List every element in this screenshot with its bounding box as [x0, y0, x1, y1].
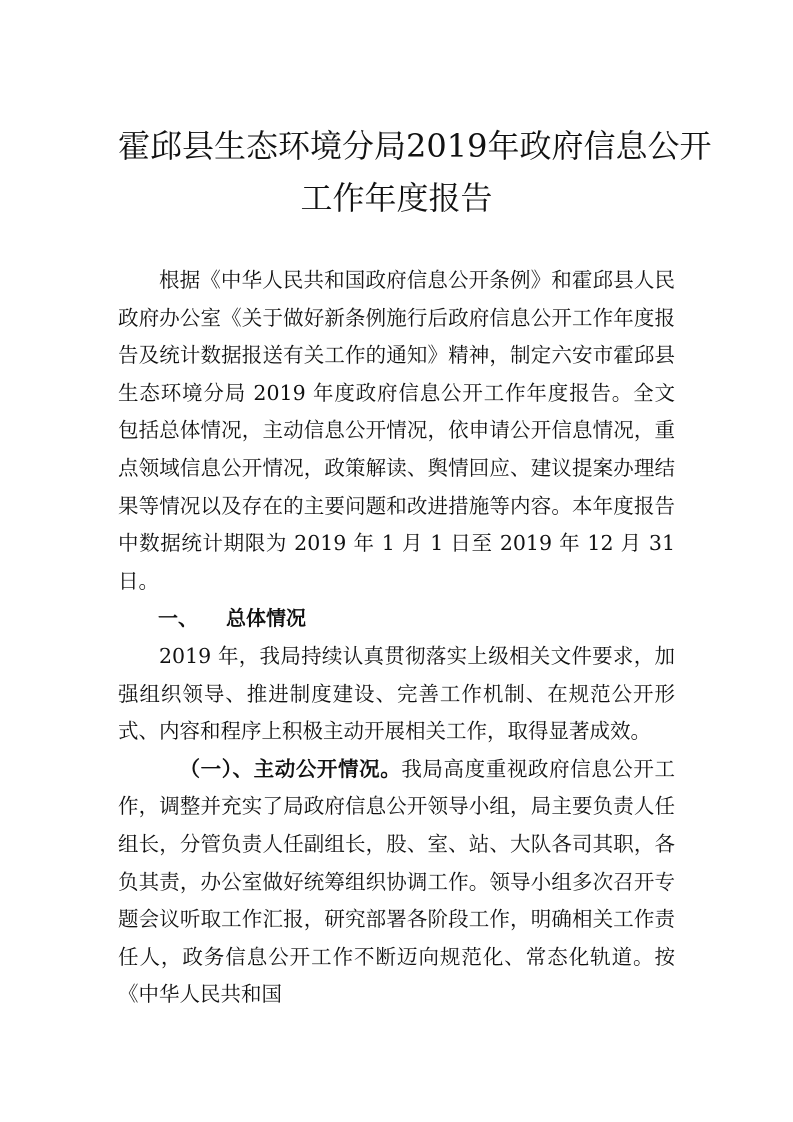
document-body [118, 262, 675, 1014]
section-number: 一、 [158, 606, 198, 631]
overview-paragraph: 2019 年，我局持续认真贯彻落实上级相关文件要求，加强组织领导、推进制度建设、完善工作机制、在规范公开形式、内容和程序上积极主动开展相关工作，取得显著成效。 [118, 643, 675, 744]
section-title: 总体情况 [226, 606, 306, 631]
intro-paragraph: 根据《中华人民共和国政府信息公开条例》和霍邱县人民政府办公室《关于做好新条例施行后政府信息公开工作年度报告及统计数据报送有关工作的通知》精神，制定六安市霍邱县生态环境分局 2019 年度政府信息公开工作年度报告。全文包括总体情况，主动信息公开情况，依申请公开信息情况，重点领域信息公开情况，政策解读、舆情回应、建议提案办理结果等情况以及存在的主要问题和改进措施等内容。本年度报告中数据统计期限为 2019 年 1 月 1 日至 2019 年 12 月 31 日。 [118, 268, 675, 593]
subsection-text: 我局高度重视政府信息公开工作，调整并充实了局政府信息公开领导小组，局主要负责人任组长，分管负责人任副组长，股、室、站、大队各司其职，各负其责，办公室做好统筹组织协调工作。领导小组多次召开专题会议听取工作汇报，研究部署各阶段工作，明确相关工作责任人，政务信息公开工作不断迈向规范化、常态化轨道。按《中华人民共和国 [118, 756, 676, 1007]
section-heading-overview [118, 600, 675, 638]
subsection-lead: （一）、主动公开情况。 [179, 756, 402, 781]
active-disclosure-paragraph [118, 751, 675, 1014]
title-line-1: 霍邱县生态环境分局2019年政府信息公开 [118, 127, 712, 165]
title-line-2: 工作年度报告 [300, 179, 493, 217]
document-title [118, 120, 712, 224]
